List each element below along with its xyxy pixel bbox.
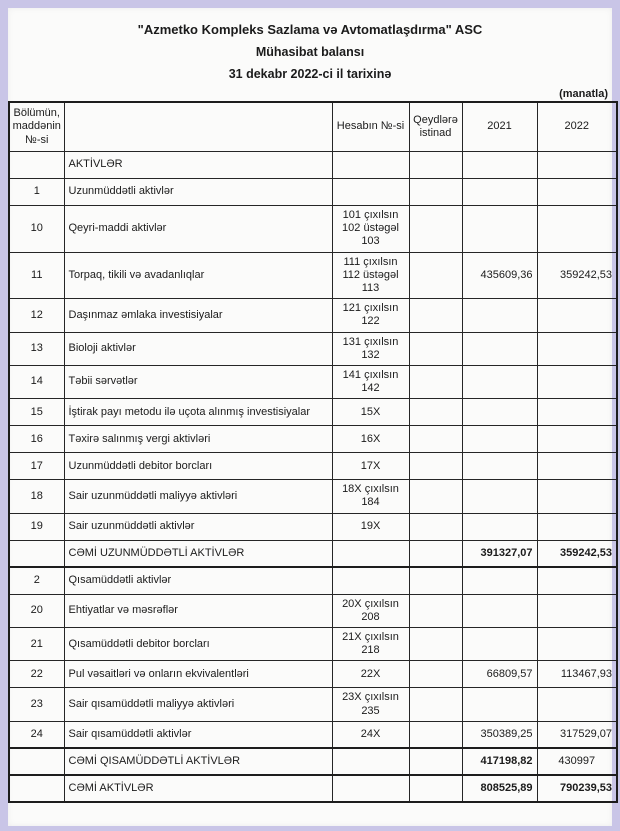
balance-sheet-table [8,101,618,803]
cell-line-name: CƏMİ AKTİVLƏR [64,775,332,802]
cell-line-name: Sair qısamüddətli aktivlər [64,721,332,748]
cell-notes-ref [409,179,462,206]
cell-value-2022 [537,480,617,513]
cell-notes-ref [409,252,462,299]
cell-account-no: 21X çıxılsın 218 [332,628,409,661]
cell-value-2022 [537,152,617,179]
cell-line-name: Təxirə salınmış vergi aktivləri [64,426,332,453]
company-title: "Azmetko Kompleks Sazlama və Avtomatlaşdırma" ASC [137,22,483,37]
cell-line-name: Sair uzunmüddətli aktivlər [64,513,332,540]
cell-notes-ref [409,426,462,453]
cell-line-name: AKTİVLƏR [64,152,332,179]
cell-value-2022 [537,332,617,365]
cell-line-name: CƏMİ QISAMÜDDƏTLİ AKTİVLƏR [64,748,332,775]
cell-account-no: 20X çıxılsın 208 [332,594,409,627]
cell-line-name: Qeyri-maddi aktivlər [64,206,332,253]
table-row [9,453,617,480]
table-row [9,399,617,426]
cell-section-no [9,775,64,802]
cell-line-name: Ehtiyatlar və məsrəflər [64,594,332,627]
table-row [9,748,617,775]
title-block [8,8,612,85]
cell-section-no: 10 [9,206,64,253]
cell-value-2021 [462,594,537,627]
cell-value-2021 [462,332,537,365]
header-row [9,102,617,152]
col-header-name [64,102,332,152]
cell-account-no: 131 çıxılsın 132 [332,332,409,365]
cell-value-2021 [462,426,537,453]
col-header-section-no: Bölümün, maddənin №-si [9,102,64,152]
cell-section-no: 12 [9,299,64,332]
cell-section-no: 11 [9,252,64,299]
table-row [9,540,617,567]
cell-notes-ref [409,152,462,179]
cell-value-2021 [462,628,537,661]
cell-account-no: 24X [332,721,409,748]
cell-value-2022: 430997 [537,748,617,775]
cell-value-2022 [537,688,617,721]
cell-notes-ref [409,567,462,594]
cell-value-2021 [462,513,537,540]
cell-account-no [332,775,409,802]
cell-section-no: 18 [9,480,64,513]
cell-value-2021 [462,567,537,594]
cell-account-no: 18X çıxılsın 184 [332,480,409,513]
cell-value-2022: 113467,93 [537,661,617,688]
table-row [9,661,617,688]
table-row [9,152,617,179]
cell-notes-ref [409,594,462,627]
cell-value-2022: 790239,53 [537,775,617,802]
table-row [9,775,617,802]
table-row [9,426,617,453]
cell-notes-ref [409,332,462,365]
cell-notes-ref [409,206,462,253]
cell-notes-ref [409,688,462,721]
cell-notes-ref [409,628,462,661]
cell-value-2021 [462,365,537,398]
cell-account-no: 17X [332,453,409,480]
cell-account-no [332,567,409,594]
cell-section-no: 2 [9,567,64,594]
report-date: 31 dekabr 2022-ci il tarixinə [228,67,392,81]
cell-notes-ref [409,453,462,480]
cell-section-no: 24 [9,721,64,748]
cell-account-no [332,748,409,775]
cell-value-2022 [537,426,617,453]
cell-account-no: 15X [332,399,409,426]
cell-line-name: Pul vəsaitləri və onların ekvivalentləri [64,661,332,688]
cell-notes-ref [409,661,462,688]
col-header-year-2022: 2022 [537,102,617,152]
col-header-notes-ref: Qeydlərə istinad [409,102,462,152]
cell-line-name: Qısamüddətli debitor borcları [64,628,332,661]
cell-line-name: Daşınmaz əmlaka investisiyalar [64,299,332,332]
cell-value-2021 [462,688,537,721]
cell-section-no: 21 [9,628,64,661]
cell-value-2021: 808525,89 [462,775,537,802]
table-row [9,688,617,721]
cell-account-no [332,152,409,179]
cell-notes-ref [409,365,462,398]
currency-note: (manatla) [559,88,608,100]
table-row [9,179,617,206]
cell-value-2021: 391327,07 [462,540,537,567]
cell-value-2021 [462,179,537,206]
report-title: Mühasibat balansı [255,45,365,59]
cell-line-name: Qısamüddətli aktivlər [64,567,332,594]
cell-notes-ref [409,299,462,332]
cell-account-no: 111 çıxılsın 112 üstəgəl 113 [332,252,409,299]
cell-section-no [9,540,64,567]
cell-value-2022 [537,365,617,398]
cell-section-no: 17 [9,453,64,480]
table-row [9,513,617,540]
cell-account-no [332,179,409,206]
cell-line-name: Təbii sərvətlər [64,365,332,398]
cell-value-2022 [537,567,617,594]
cell-section-no [9,748,64,775]
table-row [9,206,617,253]
cell-value-2022 [537,453,617,480]
cell-line-name: CƏMİ UZUNMÜDDƏTLİ AKTİVLƏR [64,540,332,567]
cell-value-2022 [537,206,617,253]
cell-section-no: 20 [9,594,64,627]
cell-value-2022: 359242,53 [537,540,617,567]
cell-section-no: 22 [9,661,64,688]
table-row [9,567,617,594]
cell-line-name: Uzunmüddətli debitor borcları [64,453,332,480]
cell-notes-ref [409,748,462,775]
cell-account-no: 101 çıxılsın 102 üstəgəl 103 [332,206,409,253]
cell-notes-ref [409,540,462,567]
cell-line-name: Uzunmüddətli aktivlər [64,179,332,206]
cell-value-2021 [462,152,537,179]
cell-account-no: 121 çıxılsın 122 [332,299,409,332]
cell-section-no: 23 [9,688,64,721]
balance-table-header [9,102,617,152]
table-row [9,594,617,627]
cell-section-no [9,152,64,179]
balance-table-body [9,152,617,803]
cell-notes-ref [409,775,462,802]
cell-account-no: 19X [332,513,409,540]
cell-value-2022 [537,628,617,661]
table-row [9,365,617,398]
cell-value-2021 [462,453,537,480]
cell-account-no: 22X [332,661,409,688]
cell-section-no: 14 [9,365,64,398]
table-row [9,252,617,299]
cell-value-2021: 350389,25 [462,721,537,748]
cell-value-2022 [537,299,617,332]
cell-value-2021 [462,299,537,332]
cell-value-2022: 359242,53 [537,252,617,299]
cell-line-name: Torpaq, tikili və avadanlıqlar [64,252,332,299]
cell-account-no: 23X çıxılsın 235 [332,688,409,721]
cell-section-no: 15 [9,399,64,426]
table-row [9,628,617,661]
cell-notes-ref [409,513,462,540]
cell-value-2021: 435609,36 [462,252,537,299]
cell-line-name: Sair uzunmüddətli maliyyə aktivləri [64,480,332,513]
table-row [9,480,617,513]
table-row [9,299,617,332]
cell-section-no: 13 [9,332,64,365]
cell-value-2022 [537,513,617,540]
cell-section-no: 16 [9,426,64,453]
document-page [8,8,612,826]
cell-value-2021 [462,480,537,513]
cell-value-2022 [537,594,617,627]
cell-line-name: İştirak payı metodu ilə uçota alınmış investisiyalar [64,399,332,426]
cell-line-name: Bioloji aktivlər [64,332,332,365]
cell-value-2022 [537,179,617,206]
cell-value-2021: 417198,82 [462,748,537,775]
table-row [9,332,617,365]
cell-section-no: 1 [9,179,64,206]
cell-value-2021 [462,399,537,426]
cell-notes-ref [409,480,462,513]
cell-value-2022 [537,399,617,426]
col-header-year-2021: 2021 [462,102,537,152]
table-row [9,721,617,748]
cell-notes-ref [409,721,462,748]
cell-line-name: Sair qısamüddətli maliyyə aktivləri [64,688,332,721]
cell-value-2021: 66809,57 [462,661,537,688]
cell-section-no: 19 [9,513,64,540]
cell-value-2021 [462,206,537,253]
cell-account-no: 141 çıxılsın 142 [332,365,409,398]
cell-account-no: 16X [332,426,409,453]
col-header-account-no: Hesabın №-si [332,102,409,152]
cell-account-no [332,540,409,567]
cell-value-2022: 317529,07 [537,721,617,748]
cell-notes-ref [409,399,462,426]
